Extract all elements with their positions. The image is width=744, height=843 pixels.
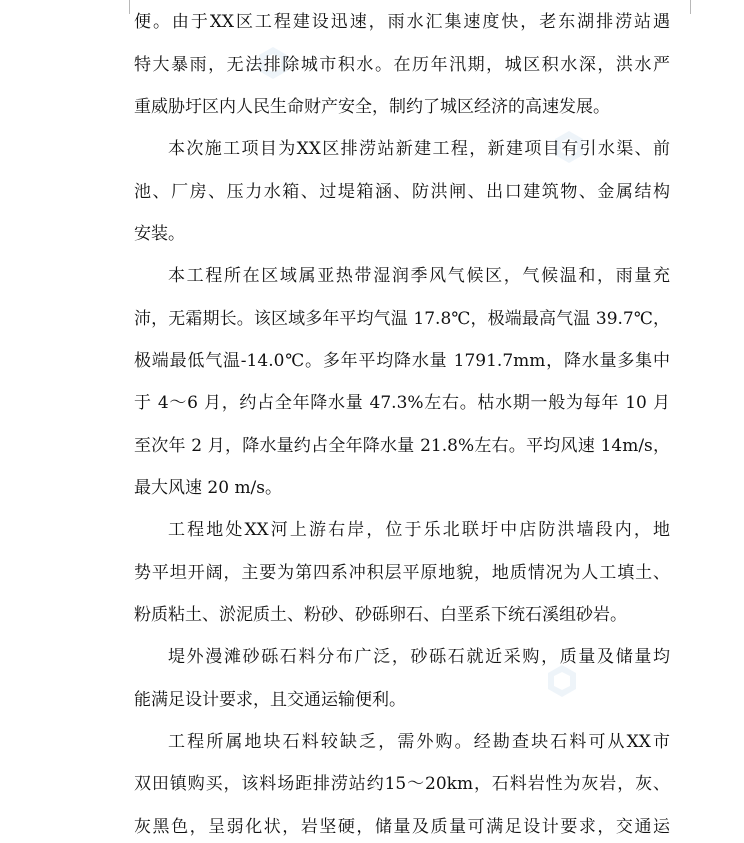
text-line: 粉质粘土、淤泥质土、粉砂、砂砾卵石、白垩系下统石溪组砂岩。	[134, 605, 627, 625]
text-line: 池、厂房、压力水箱、过堤箱涵、防洪闸、出口建筑物、金属结构	[134, 182, 670, 202]
text-line: 最大风速 20 m/s。	[134, 478, 283, 498]
text-line: 工程所属地块石料较缺乏，需外购。经勘查块石料可从XX市	[168, 732, 670, 752]
text-line: 工程地处XX河上游右岸，位于乐北联圩中店防洪墙段内，地	[168, 520, 670, 540]
text-line: 特大暴雨，无法排除城市积水。在历年汛期，城区积水深，洪水严	[134, 55, 670, 75]
text-line: 本工程所在区域属亚热带湿润季风气候区，气候温和，雨量充	[168, 266, 670, 286]
text-line: 沛，无霜期长。该区域多年平均气温 17.8℃，极端最高气温 39.7℃，	[134, 309, 670, 329]
text-line: 能满足设计要求，且交通运输便利。	[134, 690, 406, 710]
watermark-logo-icon	[545, 664, 579, 698]
margin-corner-mark-right	[690, 0, 691, 14]
text-line: 至次年 2 月，降水量约占全年降水量 21.8%左右。平均风速 14m/s，	[134, 436, 670, 456]
text-line: 极端最低气温-14.0℃。多年平均降水量 1791.7mm，降水量多集中	[134, 351, 670, 371]
text-line: 堤外漫滩砂砾石料分布广泛，砂砾石就近采购，质量及储量均	[168, 647, 670, 667]
text-line: 重威胁圩区内人民生命财产安全，制约了城区经济的高速发展。	[134, 97, 610, 117]
text-line: 便。由于XX区工程建设迅速，雨水汇集速度快，老东湖排涝站遇	[134, 12, 670, 32]
text-line: 势平坦开阔，主要为第四系冲积层平原地貌，地质情况为人工填土、	[134, 563, 670, 583]
text-line: 本次施工项目为XX区排涝站新建工程，新建项目有引水渠、前	[168, 139, 670, 159]
text-line: 安装。	[134, 224, 185, 244]
text-line: 于 4～6 月，约占全年降水量 47.3%左右。枯水期一般为每年 10 月	[134, 393, 670, 413]
text-line: 双田镇购买，该料场距排涝站约15～20km，石料岩性为灰岩，灰、	[134, 774, 670, 794]
text-line: 灰黑色，呈弱化状，岩坚硬，储量及质量可满足设计要求，交通运	[134, 817, 670, 837]
margin-corner-mark-left	[129, 0, 130, 14]
